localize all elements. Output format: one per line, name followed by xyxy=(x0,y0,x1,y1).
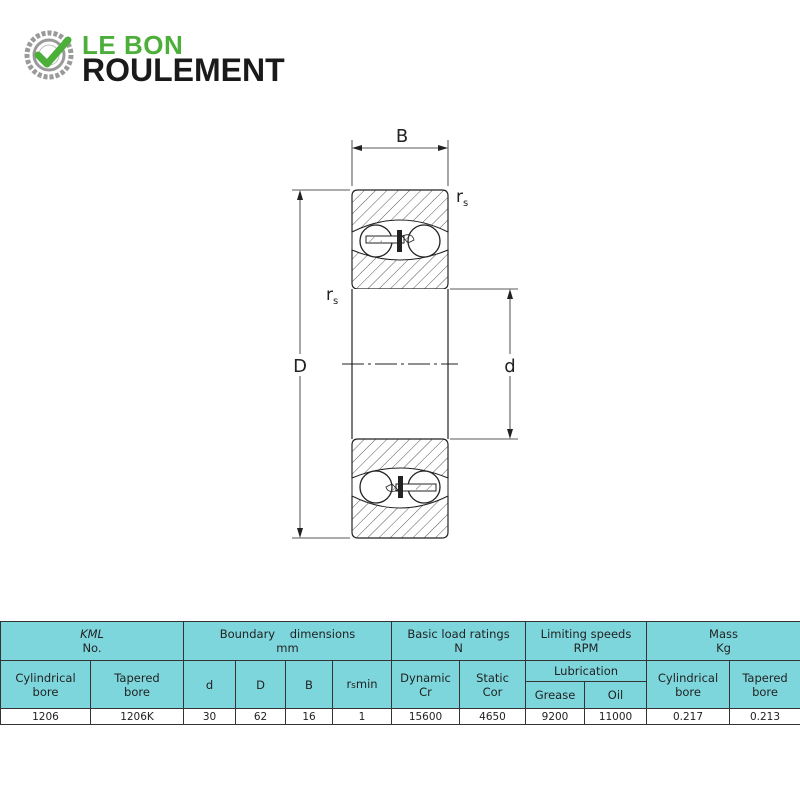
cell-mass-tapered: 0.213 xyxy=(730,709,800,725)
cell-mass-cylindrical: 0.217 xyxy=(647,709,730,725)
cell-rs: 1 xyxy=(333,709,392,725)
svg-text:rs: $r_s$ xyxy=(326,285,339,307)
cell-d: 30 xyxy=(184,709,236,725)
logo-text-bottom: ROULEMENT xyxy=(82,52,285,88)
dimension-d xyxy=(450,289,520,439)
table-row xyxy=(1,709,800,725)
specification-table xyxy=(0,621,800,725)
header-cylindrical-bore: Cylindrical bore xyxy=(1,661,91,709)
header-mass-cylindrical-bore: Cylindrical bore xyxy=(647,661,730,709)
label-rs-left xyxy=(326,285,338,307)
cell-oil: 11000 xyxy=(585,709,647,725)
cell-grease: 9200 xyxy=(526,709,585,725)
dimension-D xyxy=(290,190,350,538)
cell-static: 4650 xyxy=(460,709,526,725)
header-B: B xyxy=(286,661,333,709)
cell-tapered: 1206K xyxy=(91,709,184,725)
header-d: d xyxy=(184,661,236,709)
label-rs-top xyxy=(456,187,468,209)
header-static-cor: Static Cor xyxy=(460,661,526,709)
cell-D: 62 xyxy=(236,709,286,725)
svg-text:rs: $r_s$ xyxy=(456,187,469,209)
label-d: d xyxy=(504,356,516,377)
header-grease: Grease xyxy=(526,682,585,709)
logo-text-top: LE BON xyxy=(82,30,184,60)
cell-dynamic: 15600 xyxy=(392,709,460,725)
header-D: D xyxy=(236,661,286,709)
header-oil: Oil xyxy=(585,682,647,709)
header-mass: Mass Kg xyxy=(647,622,800,661)
header-rs-min: rsmin xyxy=(333,661,392,709)
label-D: D xyxy=(293,356,307,377)
header-tapered-bore: Tapered bore xyxy=(91,661,184,709)
header-dynamic-cr: Dynamic Cr xyxy=(392,661,460,709)
dimension-B xyxy=(352,126,448,186)
cell-B: 16 xyxy=(286,709,333,725)
header-mass-tapered-bore: Tapered bore xyxy=(730,661,800,709)
header-limiting-speeds: Limiting speeds RPM xyxy=(526,622,647,661)
header-lubrication: Lubrication xyxy=(526,661,647,682)
header-basic-load-ratings: Basic load ratings N xyxy=(392,622,526,661)
cell-cylindrical: 1206 xyxy=(1,709,91,725)
label-B: B xyxy=(395,126,409,147)
header-kml: KML No. xyxy=(1,622,184,661)
header-boundary-dimensions: Boundary dimensions mm xyxy=(184,622,392,661)
